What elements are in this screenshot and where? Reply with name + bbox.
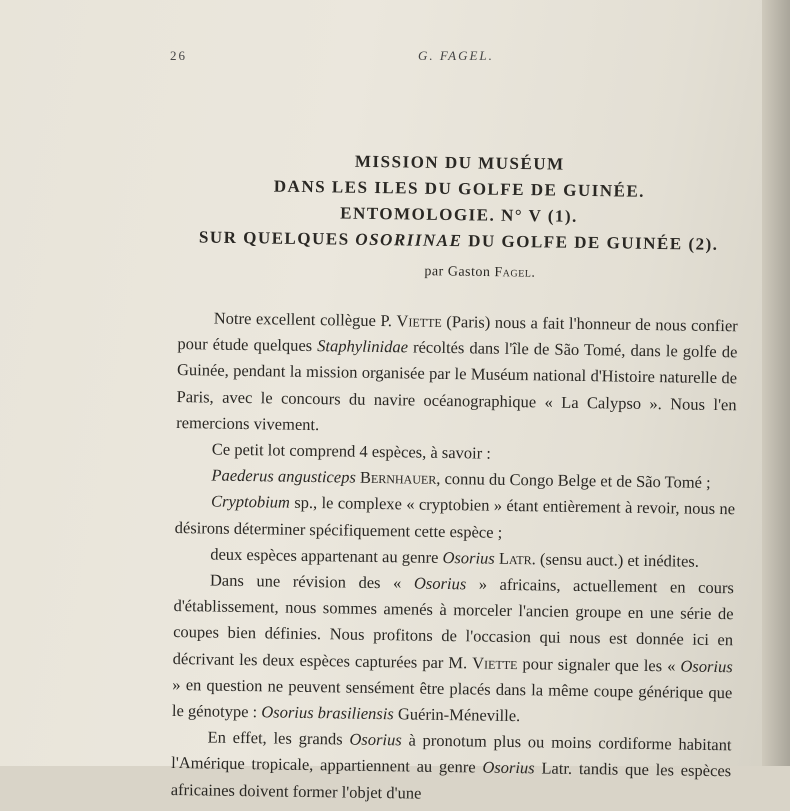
running-header <box>150 48 710 68</box>
paragraph-5: deux espèces appartenant au genre Osorius Latr. (sensu auct.) et inédites. <box>210 544 700 571</box>
paragraph-6: Dans une révision des « Osorius » africains, actuellement en cours d'établissement, nous sommes amenés à morceler l'ancien groupe en une série de coupes bien définies. Nous profitons de l'occasion qui nous est donnée ici en décrivant les deux espèces capturées par M. Viette pour signaler que les « Osorius » en question ne peuvent sensément être placés dans la même coupe générique que le génotype : Osorius brasiliensis Guérin-Méneville. <box>171 570 735 726</box>
paragraph-4: Cryptobium sp., le complexe « cryptobien » étant entièrement à revoir, nous ne désirons déterminer spécifiquement cette espèce ; <box>174 491 736 542</box>
title-line-1: MISSION DU MUSÉUM <box>354 151 565 174</box>
paragraph-1: Notre excellent collègue P. Viette (Paris) nous a fait l'honneur de nous confier pour étude quelques Staphylinidae récoltés dans l'île de São Tomé, dans le golfe de Guinée, pendant la mission organisée par le Muséum national d'Histoire naturelle de Paris, avec le concours du navire océanographique « La Calypso ». Nous l'en remercions vivement. <box>176 308 738 434</box>
running-title: G. FAGEL. <box>418 48 494 63</box>
page-edge-shadow <box>762 0 790 766</box>
paragraph-3: Paederus angusticeps Bernhauer, connu du Congo Belge et de São Tomé ; <box>211 465 711 493</box>
title-line-2: DANS LES ILES DU GOLFE DE GUINÉE. <box>273 176 646 201</box>
article-body <box>171 305 738 811</box>
author-byline: par Gaston Fagel. <box>424 264 536 281</box>
author-name: Fagel. <box>494 265 536 281</box>
paragraph-7: En effet, les grands Osorius à pronotum plus ou moins cordiforme habitant l'Amérique tropicale, appartiennent au genre Osorius Latr. tandis que les espèces africaines doivent former l'objet d'une <box>170 727 732 803</box>
page-number: 26 <box>170 48 187 63</box>
title-line-4: SUR QUELQUES OSORIINAE DU GOLFE DE GUINÉE (2). <box>198 227 719 254</box>
paragraph-2: Ce petit lot comprend 4 espèces, à savoir : <box>211 439 492 463</box>
article-title <box>159 146 760 258</box>
title-line-3: ENTOMOLOGIE. N° V (1). <box>340 203 579 226</box>
